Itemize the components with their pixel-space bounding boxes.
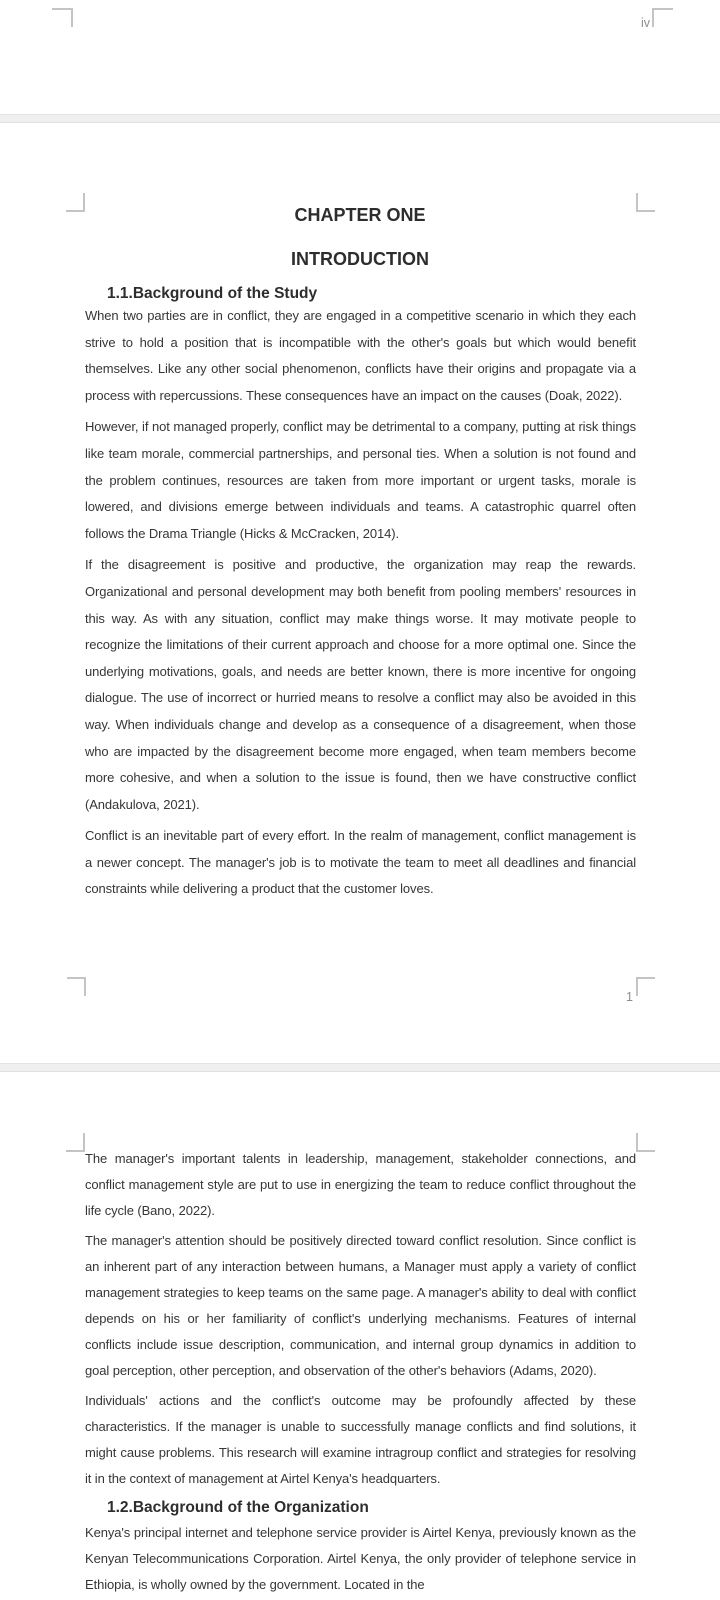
crop-mark-bottom-right [652,8,673,27]
chapter-subtitle: INTRODUCTION [291,249,429,269]
paragraph: If the disagreement is positive and productive, the organization may reap the rewards. Organizational and personal development may both benefit from pooling members' resources in this way. As with any situation, conflict may make things worse. It may motivate people to recognize the limitations of their current approach and choose for a more optimal one. Since the underlying motivations, goals, and needs are better known, there is more incentive for ongoing dialogue. The use of incorrect or hurried means to resolve a conflict may also be avoided in this way. When individuals change and develop as a consequence of a disagreement, when those who are impacted by the disagreement become more engaged, when team members become more cohesive, and when a solution to the issue is found, then we have constructive conflict (Andakulova, 2021). [85,557,636,812]
paragraph: When two parties are in conflict, they are engaged in a competitive scenario in which they each strive to hold a position that is incompatible with the other's goals but which would benefit themselves. Like any other social phenomenon, conflicts have their origins and propagate via a process with repercussions. These consequences have an impact on the causes (Doak, 2022). [85,308,636,403]
page-2-body [85,1146,636,1600]
paragraph: Conflict is an inevitable part of every effort. In the realm of management, conflict management is a newer concept. The manager's job is to motivate the team to meet all deadlines and financial constraints while delivering a product that the customer loves. [85,828,636,897]
crop-mark-top-left [66,1133,85,1152]
paragraph: The manager's important talents in leadership, management, stakeholder connections, and conflict management style are put to use in energizing the team to reduce conflict throughout the life cycle (Bano, 2022). [85,1151,636,1218]
section-heading-1-2: 1.2.Background of the Organization [107,1499,369,1516]
section-heading-1-1: 1.1.Background of the Study [107,285,318,302]
paragraph: Individuals' actions and the conflict's outcome may be profoundly affected by these characteristics. If the manager is unable to successfully manage conflicts and find solutions, it might cause problems. This research will examine intragroup conflict and strategies for resolving it in the context of management at Airtel Kenya's headquarters. [85,1393,636,1486]
crop-mark-bottom-right [636,977,655,996]
chapter-title: CHAPTER ONE [294,205,426,225]
paragraph: The manager's attention should be positively directed toward conflict resolution. Since conflict is an inherent part of any interaction between humans, a Manager must apply a variety of conflict management strategies to keep teams on the same page. A manager's ability to deal with conflict depends on his or her familiarity of conflict's underlying mechanisms. Features of internal conflicts include issue description, communication, and internal group dynamics in addition to goal perception, other perception, and observation of the other's behaviors (Adams, 2020). [85,1233,636,1378]
crop-mark-bottom-left [67,977,86,996]
page-separator [0,1063,720,1072]
page-1-body [85,303,636,908]
page-separator [0,114,720,123]
crop-mark-bottom-left [52,8,73,27]
page-number-iv: iv [640,16,650,30]
paragraph: However, if not managed properly, conflict may be detrimental to a company, putting at risk things like team morale, commercial partnerships, and personal ties. When a solution is not found and the problem continues, resources are taken from more important or urgent tasks, morale is lowered, and divisions emerge between individuals and teams. A catastrophic quarrel often follows the Drama Triangle (Hicks & McCracken, 2014). [85,419,636,541]
paragraph: Kenya's principal internet and telephone service provider is Airtel Kenya, previously known as the Kenyan Telecommunications Corporation. Airtel Kenya, the only provider of telephone service in Ethiopia, is wholly owned by the government. Located in the [85,1525,636,1592]
crop-mark-top-right [636,1133,655,1152]
page-number-1: 1 [626,990,633,1004]
